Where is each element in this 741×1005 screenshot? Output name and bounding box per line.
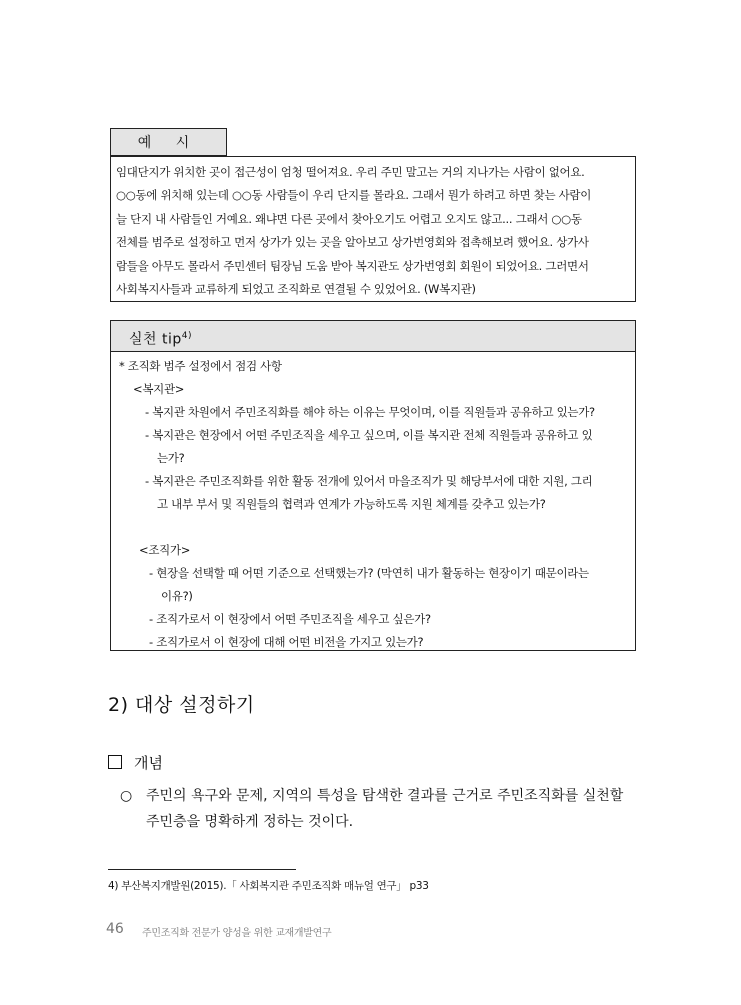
spacer [119, 516, 629, 539]
checklist-item: - 복지관은 현장에서 어떤 주민조직을 세우고 싶으며, 이를 복지관 전체 직원들과 공유하고 있 [145, 428, 593, 442]
checklist-item: - 복지관 차원에서 주민조직화를 해야 하는 이유는 무엇이며, 이를 직원들과 공유하고 있는가? [145, 405, 595, 419]
example-line: 늘 단지 내 사람들인 거예요. 왜냐면 다른 곳에서 찾아오기도 어렵고 오지도 않고... 그래서 ○○동 [116, 211, 582, 226]
checklist-item-continued: 고 내부 부서 및 직원들의 협력과 연계가 가능하도록 지원 체계를 갖추고 있는가? [157, 497, 546, 511]
example-line: 임대단지가 위치한 곳이 접근성이 엄청 떨어져요. 우리 주민 말고는 거의 지나가는 사람이 없어요. [116, 165, 585, 179]
example-line: 람들을 아무도 몰라서 주민센터 팀장님 도움 받아 복지관도 상가번영회 회원이 되었어요. 그러면서 [116, 258, 589, 273]
concept-heading [108, 752, 163, 773]
footnote-divider [108, 869, 296, 870]
practice-tip-header [111, 321, 635, 352]
welfare-center-label: <복지관> [133, 382, 185, 396]
footnote: 4) 부산복지개발원(2015).「 사회복지관 주민조직화 매뉴얼 연구」 p33 [108, 880, 429, 892]
example-line: 전체를 범주로 설정하고 먼저 상가가 있는 곳을 알아보고 상가번영회와 접촉해보려 했어요. 상가사 [116, 235, 589, 250]
concept-label: 개념 [134, 754, 163, 772]
checklist-item-continued: 이유?) [161, 589, 193, 603]
tip-heading: * 조직화 범주 설정에서 점검 사항 [119, 359, 282, 373]
checklist-item-continued: 는가? [157, 451, 185, 465]
footnote-mark: 4) [181, 331, 193, 341]
circle-bullet-icon: ○ [120, 788, 133, 804]
checklist-item: - 조직가로서 이 현장에서 어떤 주민조직을 세우고 싶은가? [149, 612, 431, 626]
example-line: 사회복지사들과 교류하게 되었고 조직화로 연결될 수 있었어요. (W복지관) [116, 282, 476, 297]
concept-paragraph [120, 783, 640, 835]
paragraph-line: 주민의 욕구와 문제, 지역의 특성을 탐색한 결과를 근거로 주민조직화를 실천할 [146, 788, 624, 804]
practice-tip-box [110, 320, 636, 651]
paragraph-line: 주민층을 명확하게 정하는 것이다. [146, 814, 354, 830]
checklist-item: - 조직가로서 이 현장에 대해 어떤 비전을 가지고 있는가? [149, 635, 424, 649]
practice-tip-body [111, 352, 635, 654]
example-label: 예 시 [110, 128, 227, 156]
organizer-label: <조직가> [139, 543, 191, 557]
page-number: 46 [106, 921, 124, 937]
example-box [110, 156, 636, 302]
checklist-item: - 현장을 선택할 때 어떤 기준으로 선택했는가? (막연히 내가 활동하는 현장이기 때문이라는 [149, 566, 589, 580]
checklist-item: - 복지관은 주민조직화를 위한 활동 전개에 있어서 마을조직가 및 해당부서에 대한 지원, 그리 [145, 474, 593, 488]
section-title: 2) 대상 설정하기 [108, 694, 255, 716]
practice-tip-title: 실천 tip [129, 331, 182, 348]
example-line: ○○동에 위치해 있는데 ○○동 사람들이 우리 단지를 몰라요. 그래서 뭔가 하려고 하면 찾는 사람이 [116, 188, 592, 203]
running-title: 주민조직화 전문가 양성을 위한 교재개발연구 [142, 928, 332, 939]
square-bullet-icon [108, 755, 122, 769]
